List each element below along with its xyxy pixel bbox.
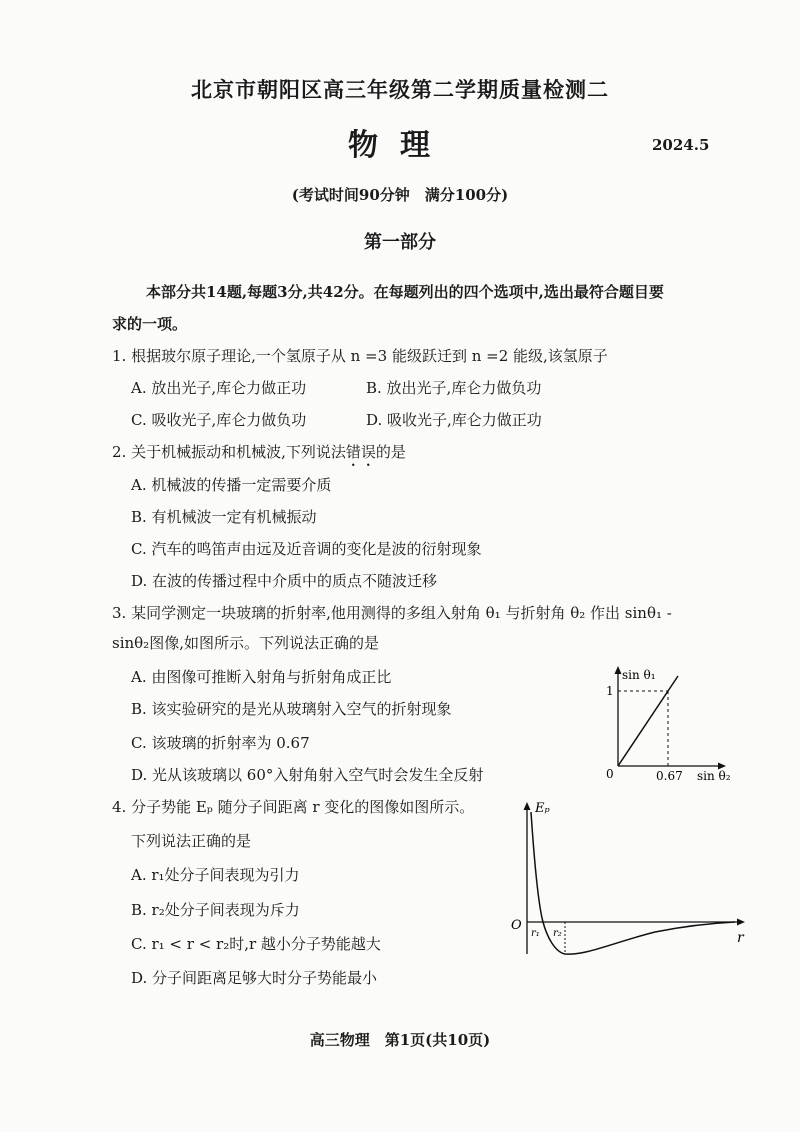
y-axis-label: Eₚ [535,801,550,816]
question-number: 2. [112,443,127,461]
question-text: 某同学测定一块玻璃的折射率,他用测得的多组入射角 θ₁ 与折射角 θ₂ 作出 sinθ₁ - [131,604,672,622]
question-2-option-c: C. 汽车的鸣笛声由远及近音调的变化是波的衍射现象 [131,540,482,558]
r1-label: r₁ [531,928,540,939]
part-instruction-line1: 本部分共14题,每题3分,共42分。在每题列出的四个选项中,选出最符合题目要 [146,283,664,301]
question-3-option-b: B. 该实验研究的是光从玻璃射入空气的折射现象 [131,700,452,718]
y-axis-arrow [615,666,622,674]
origin-label: 0 [606,767,614,781]
origin-label: O [511,918,522,933]
question-2-option-a: A. 机械波的传播一定需要介质 [131,476,332,494]
x-axis-label: sin θ₂ [697,769,731,783]
question-number: 4. [112,798,127,816]
question-text-prefix: 关于机械振动和机械波,下列说法 [131,443,346,461]
question-text-suffix: 的是 [375,443,406,461]
question-3-option-c: C. 该玻璃的折射率为 0.67 [131,734,310,752]
exam-date: 2024.5 [652,136,710,154]
question-1-stem [112,345,608,366]
question-4-option-d: D. 分子间距离足够大时分子势能最小 [131,969,378,987]
question-1-option-c: C. 吸收光子,库仑力做负功 [131,411,307,429]
question-1-option-a: A. 放出光子,库仑力做正功 [131,379,307,397]
data-line [618,676,678,766]
question-text-emphasis: 错误 [345,443,376,461]
question-4-stem-line2: 下列说法正确的是 [131,832,252,850]
question-number: 1. [112,347,127,365]
question-1-option-d: D. 吸收光子,库仑力做正功 [366,411,542,429]
x-axis-arrow [737,919,745,926]
question-number: 3. [112,604,127,622]
question-2-stem [112,441,406,470]
question-3-stem-line1 [112,602,672,623]
y-axis-label: sin θ₁ [622,668,656,682]
part-title: 第一部分 [364,232,436,253]
exam-title: 北京市朝阳区高三年级第二学期质量检测二 [191,77,609,102]
question-3-stem-line2: sinθ₂图像,如图所示。下列说法正确的是 [112,634,379,652]
question-3-option-a: A. 由图像可推断入射角与折射角成正比 [131,668,392,686]
question-2-option-d: D. 在波的传播过程中介质中的质点不随波迁移 [131,572,438,590]
question-text: 根据玻尔原子理论,一个氢原子从 n =3 能级跃迁到 n =2 能级,该氢原子 [131,347,608,365]
y-axis-arrow [524,802,531,810]
question-4-figure [505,792,760,967]
question-4-option-a: A. r₁处分子间表现为引力 [131,866,300,884]
x-tick-label: 0.67 [656,769,683,783]
r2-label: r₂ [553,928,562,939]
page-footer: 高三物理 第1页(共10页) [309,1031,491,1049]
exam-info: (考试时间90分钟 满分100分) [291,186,509,204]
y-tick-label: 1 [606,684,614,698]
question-3-option-d: D. 光从该玻璃以 60°入射角射入空气时会发生全反射 [131,766,484,784]
question-4-stem-line1 [112,796,474,817]
question-3-figure [590,656,750,786]
question-2-option-b: B. 有机械波一定有机械振动 [131,508,317,526]
question-1-option-b: B. 放出光子,库仑力做负功 [366,379,542,397]
question-4-option-c: C. r₁ < r < r₂时,r 越小分子势能越大 [131,935,381,953]
x-axis-label: r [737,930,744,946]
question-4-option-b: B. r₂处分子间表现为斥力 [131,901,300,919]
subject-title: 物理 [348,128,452,163]
part-instruction-line2: 求的一项。 [112,315,188,333]
question-text: 分子势能 Eₚ 随分子间距离 r 变化的图像如图所示。 [131,798,475,816]
